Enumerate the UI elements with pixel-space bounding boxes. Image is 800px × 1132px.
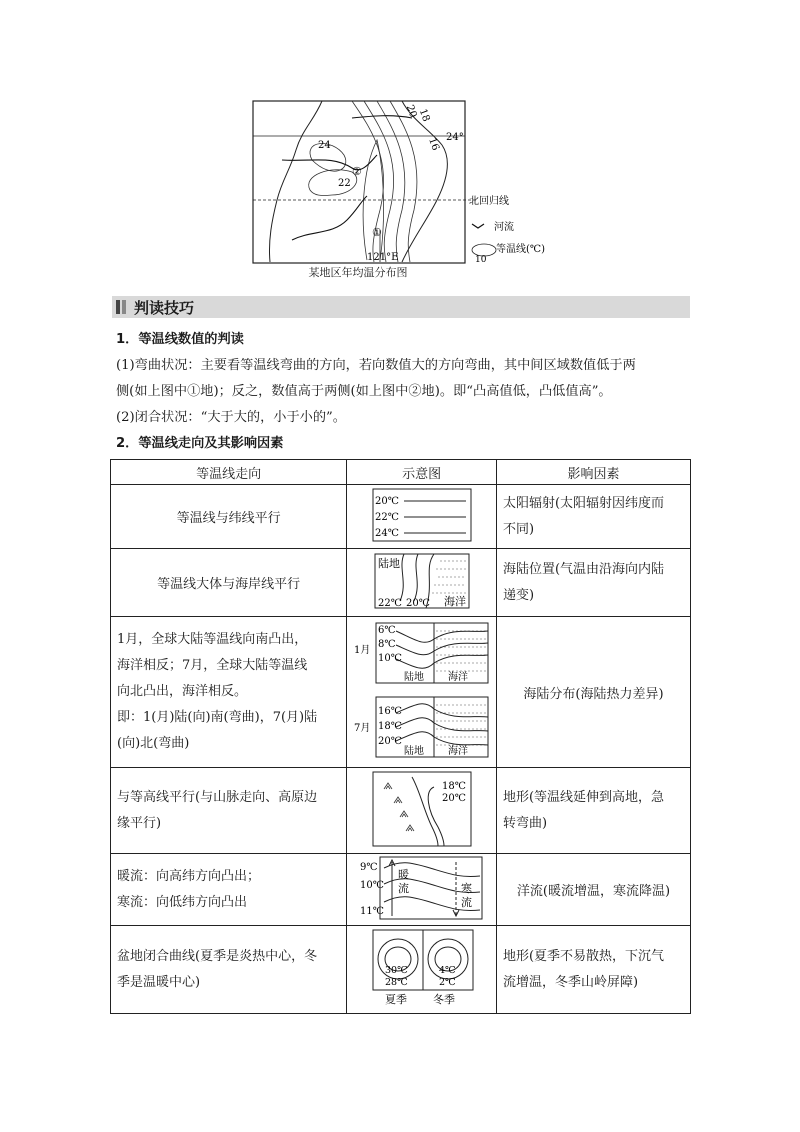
table-row [111,768,691,854]
temp-label: 8℃ [377,639,396,650]
factor-cell [496,617,690,768]
legend-isotherm-label: 等温线(℃) [496,244,545,255]
isotherm-label-20: 20 [403,103,419,120]
july-label: 7月 [353,723,370,734]
table-row [111,485,691,549]
temp-label: 4℃ [438,964,456,976]
legend-river-label: 河流 [494,222,514,233]
table-row [111,617,691,768]
factor-cell [496,768,690,854]
isotherm-label-22: 22 [338,178,351,189]
factor-text: 转弯曲) [502,815,548,831]
direction-text: (向)北(弯曲) [117,736,190,751]
heading-2: 2．等温线走向及其影响因素 [116,436,284,451]
temp-label: 10℃ [377,653,402,664]
temp-label: 2℃ [438,976,456,988]
factor-text: 流增温，冬季山岭屏障) [502,974,639,990]
factor-cell [496,485,690,549]
cold-current-label: 流 [460,895,472,909]
river [282,155,377,170]
factor-text: 海陆位置(气温由沿海向内陆 [502,561,665,577]
temp-label: 18℃ [441,780,466,792]
factor-text: 递变) [502,587,535,603]
land-label: 陆地 [403,746,424,757]
coastline-parallel-diagram [374,553,470,609]
warm-current-label: 流 [397,881,409,895]
diagram-cell [347,854,497,926]
legend-tropic-label: 北回归线 [469,196,509,207]
isotherm-label-24: 24 [318,140,331,151]
diagram-cell [347,617,497,768]
winter-label: 冬季 [432,992,455,1006]
january-label: 1月 [353,645,370,656]
temp-label: 28℃ [384,976,408,988]
legend-isotherm-value: 10 [475,255,487,265]
section-title: 判读技巧 [134,299,195,317]
sea-label: 海洋 [443,594,466,608]
temp-label: 11℃ [359,905,384,917]
factor-cell [496,549,690,617]
warm-current-label: 暖 [397,867,409,881]
section-header [112,296,690,318]
temp-label: 20℃ [441,792,466,804]
temp-label: 10℃ [359,879,384,891]
direction-text: 与等高线平行(与山脉走向、高原边 [117,789,318,805]
factor-text: 洋流(暖流增温，寒流降温) [516,884,671,899]
temp-label: 16℃ [377,706,402,717]
table-header: 示意图 [347,460,497,485]
river [352,116,412,118]
direction-text: 即：1(月)陆(向)南(弯曲)，7(月)陆 [117,710,318,725]
longitude-label: 121°E [367,252,399,263]
terrain-contour-diagram [372,771,472,847]
heading-1: 1．等温线数值的判读 [116,332,244,347]
factor-cell [496,926,690,1014]
direction-text: 暖流：向高纬方向凸出； [117,868,261,884]
land-sea-distribution-diagram [354,617,490,763]
figure-caption: 某地区年均温分布图 [308,266,408,279]
basin-closed-isotherm-diagram [367,929,477,1007]
factor-text: 地形(夏季不易散热，下沉气 [502,948,665,964]
isotherm-label-16: 16 [426,136,441,153]
direction-cell [111,854,347,926]
factor-cell [496,854,690,926]
temp-label: 18℃ [377,721,402,732]
factor-text: 不同) [502,521,535,537]
section-mark [116,300,120,314]
temp-label: 20℃ [377,736,402,747]
table-header-row [111,460,691,485]
direction-cell [111,549,347,617]
sea-label: 海洋 [447,746,468,757]
direction-text: 盆地闭合曲线(夏季是炎热中心，冬 [117,948,318,964]
factor-text: 海陆分布(海陆热力差异) [523,686,664,702]
table-row [111,926,691,1014]
direction-text: 季是温暖中心) [117,974,201,990]
summer-label: 夏季 [384,992,407,1006]
direction-cell [111,617,347,768]
direction-text: 1月，全球大陆等温线向南凸出， [117,632,308,647]
direction-cell [111,926,347,1014]
table-row [111,854,691,926]
ocean-current-diagram [360,856,484,920]
isotherm-factors-table [110,459,691,1014]
factor-text: 太阳辐射(太阳辐射因纬度而 [502,495,665,511]
point-2-label: ② [352,165,362,178]
isotherm-line [390,101,417,262]
direction-text: 等温线大体与海岸线平行 [157,577,301,592]
isotherm-label-18: 18 [416,107,432,124]
temp-label: 20℃ [405,597,430,609]
temp-label: 20℃ [374,495,399,507]
paragraph-2: (2)闭合状况：“大于大的，小于小的”。 [116,410,346,425]
sea-label: 海洋 [447,672,468,683]
diagram-cell [347,485,497,549]
map-frame [253,101,465,263]
direction-cell [111,768,347,854]
direction-text: 缘平行) [117,815,162,831]
temp-label: 22℃ [377,597,402,609]
latitude-parallel-diagram [372,488,472,542]
table-header: 等温线走向 [111,460,347,485]
table-row [111,549,691,617]
point-1-label: ① [372,226,382,239]
diagram-cell [347,926,497,1014]
cold-current-label: 寒 [460,881,472,895]
temp-label: 9℃ [359,861,378,873]
direction-text: 海洋相反；7月，全球大陆等温线 [117,658,308,673]
temp-label: 22℃ [374,511,399,523]
table-header: 影响因素 [496,460,690,485]
direction-cell [111,485,347,549]
diagram-cell [347,549,497,617]
section-mark [122,300,126,314]
factor-text: 地形(等温线延伸到高地，急 [502,789,665,805]
diagram-cell [347,768,497,854]
direction-text: 等温线与纬线平行 [176,511,281,526]
temp-label: 30℃ [384,964,408,976]
paragraph-1a: (1)弯曲状况：主要看等温线弯曲的方向，若向数值大的方向弯曲，其中间区域数值低于两 [116,358,636,373]
temp-label: 6℃ [377,625,396,636]
land-label: 陆地 [377,556,400,570]
latitude-label-24: 24° [446,132,464,143]
legend-river-icon [472,224,484,228]
paragraph-1b: 侧(如上图中①地)；反之，数值高于两侧(如上图中②地)。即“凸高值低，凸低值高”。 [116,384,612,399]
land-label: 陆地 [403,672,424,683]
temp-label: 24℃ [374,527,399,539]
river [292,196,367,240]
direction-text: 寒流：向低纬方向凸出 [117,894,248,910]
direction-text: 向北凸出，海洋相反。 [117,684,248,699]
